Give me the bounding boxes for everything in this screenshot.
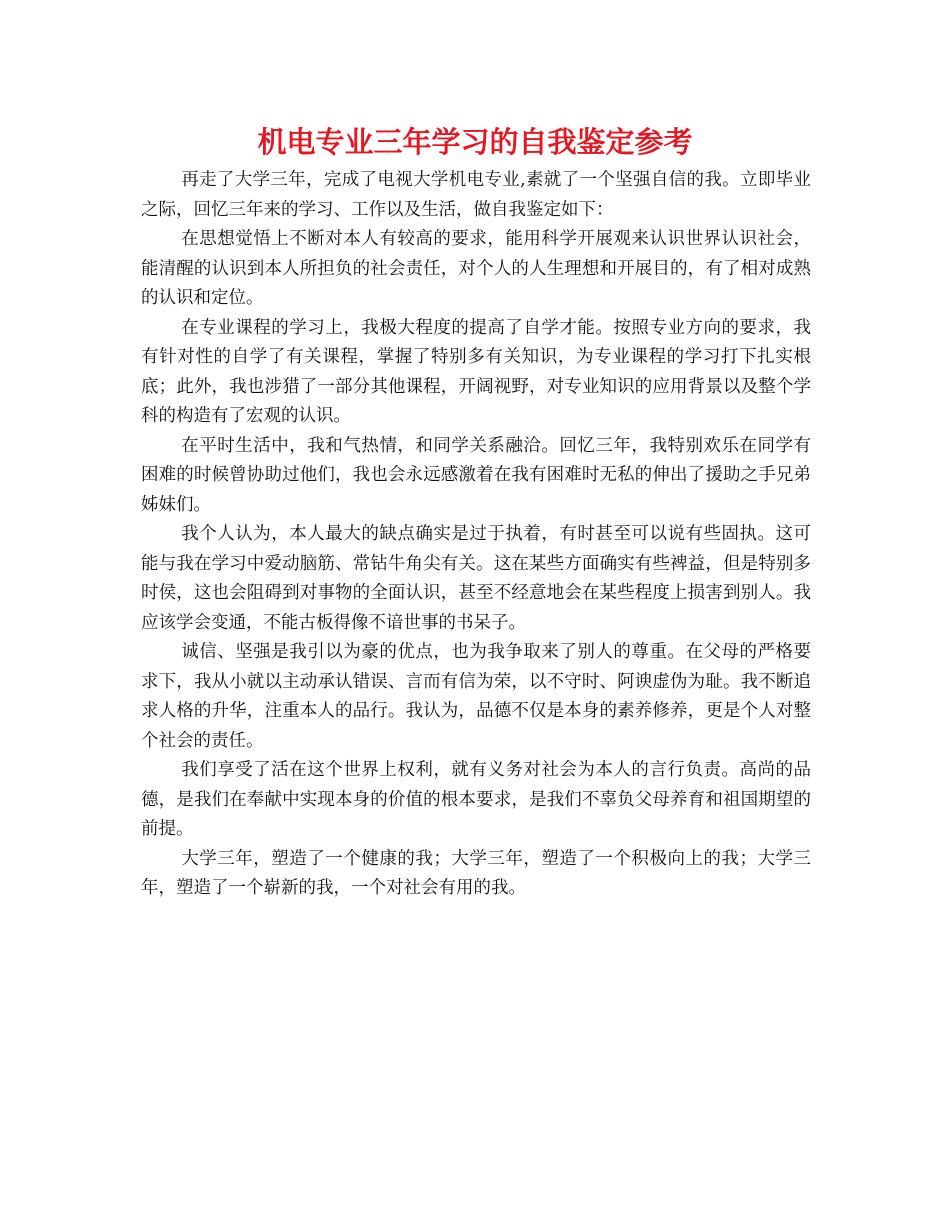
paragraph-6: 诚信、坚强是我引以为豪的优点，也为我争取来了别人的尊重。在父母的严格要求下，我从小就以主动承认错误、言而有信为荣，以不守时、阿谀虚伪为耻。我不断追求人格的升华，注重本人的品行。我认为，品德不仅是本身的素养修养，更是个人对整个社会的责任。 <box>141 642 811 751</box>
paragraph-5: 我个人认为，本人最大的缺点确实是过于执着，有时甚至可以说有些固执。这可能与我在学习中爱动脑筋、常钻牛角尖有关。这在某些方面确实有些裨益，但是特别多时侯，这也会阻碍到对事物的全面认识，甚至不经意地会在某些程度上损害到别人。我应该学会变通，不能古板得像不谙世事的书呆子。 <box>141 524 811 633</box>
paragraph-1: 再走了大学三年，完成了电视大学机电专业,素就了一个坚强自信的我。立即毕业之际，回忆三年来的学习、工作以及生活，做自我鉴定如下： <box>141 170 811 220</box>
document-body <box>141 166 811 904</box>
paragraph-8: 大学三年，塑造了一个健康的我；大学三年，塑造了一个积极向上的我；大学三年，塑造了一个崭新的我，一个对社会有用的我。 <box>141 848 811 898</box>
paragraph-4: 在平时生活中，我和气热情，和同学关系融洽。回忆三年，我特别欢乐在同学有困难的时候曾协助过他们，我也会永远感激着在我有困难时无私的伸出了援助之手兄弟姊妹们。 <box>141 435 811 515</box>
document-title: 机电专业三年学习的自我鉴定参考 <box>257 125 693 159</box>
paragraph-7: 我们享受了活在这个世界上权利，就有义务对社会为本人的言行负责。高尚的品德，是我们在奉献中实现本身的价值的根本要求，是我们不辜负父母养育和祖国期望的前提。 <box>141 760 811 839</box>
paragraph-2: 在思想觉悟上不断对本人有较高的要求，能用科学开展观来认识世界认识社会，能清醒的认识到本人所担负的社会责任，对个人的人生理想和开展目的，有了相对成熟的认识和定位。 <box>141 229 811 308</box>
paragraph-3: 在专业课程的学习上，我极大程度的提高了自学才能。按照专业方向的要求，我有针对性的自学了有关课程，掌握了特别多有关知识，为专业课程的学习打下扎实根底；此外，我也涉猎了一部分其他课程，开阔视野，对专业知识的应用背景以及整个学科的构造有了宏观的认识。 <box>141 317 811 426</box>
